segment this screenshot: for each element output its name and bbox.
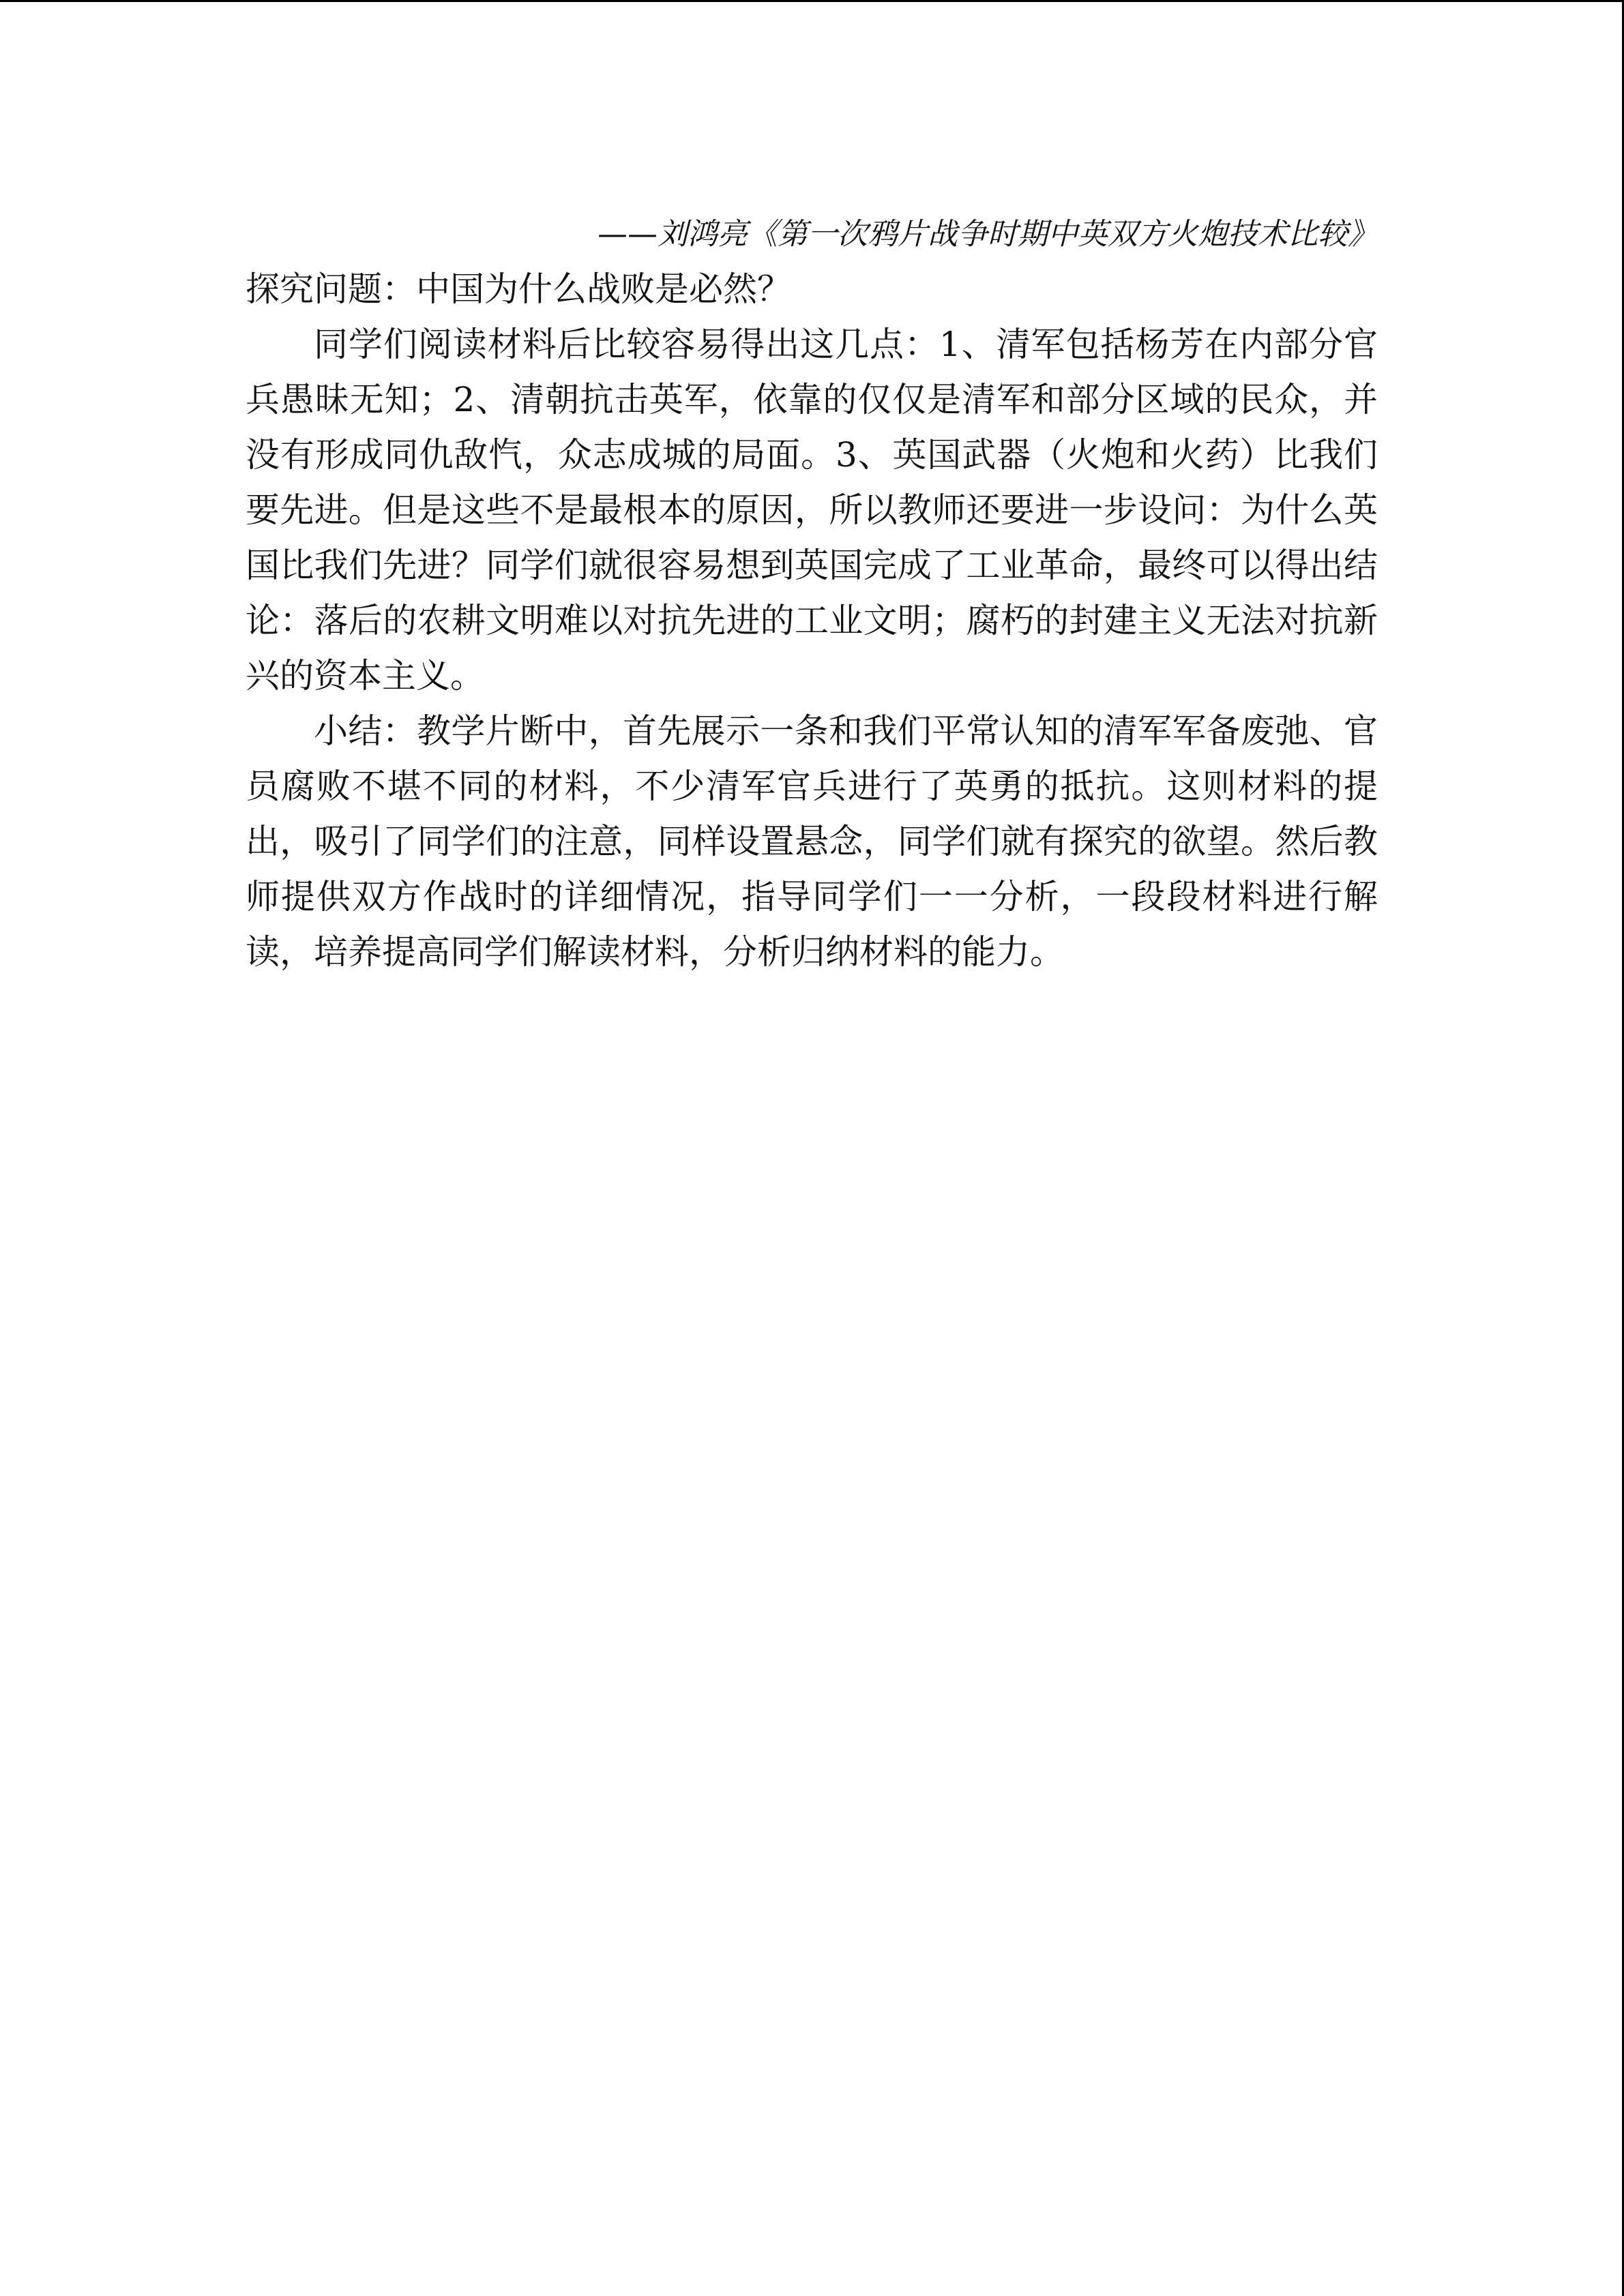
summary-paragraph: 小结：教学片断中，首先展示一条和我们平常认知的清军军备废弛、官员腐败不堪不同的材料，不少清军官兵进行了英勇的抵抗。这则材料的提出，吸引了同学们的注意，同样设置悬念，同学们就有探究的欲望。然后教师提供双方作战时的详细情况，指导同学们一一分析，一段段材料进行解读，培养提高同学们解读材料，分析归纳材料的能力。 <box>246 711 1378 972</box>
inquiry-question: 探究问题：中国为什么战败是必然？ <box>246 269 791 309</box>
document-body <box>246 207 1378 980</box>
citation-line: ——刘鸿亮《第一次鸦片战争时期中英双方火炮技术比较》 <box>597 217 1378 252</box>
analysis-paragraph: 同学们阅读材料后比较容易得出这几点：1、清军包括杨芳在内部分官兵愚昧无知；2、清朝抗击英军，依靠的仅仅是清军和部分区域的民众，并没有形成同仇敌忾，众志成城的局面。3、英国武器（火炮和火药）比我们要先进。但是这些不是最根本的原因，所以教师还要进一步设问：为什么英国比我们先进？同学们就很容易想到英国完成了工业革命，最终可以得出结论：落后的农耕文明难以对抗先进的工业文明；腐朽的封建主义无法对抗新兴的资本主义。 <box>246 325 1378 696</box>
